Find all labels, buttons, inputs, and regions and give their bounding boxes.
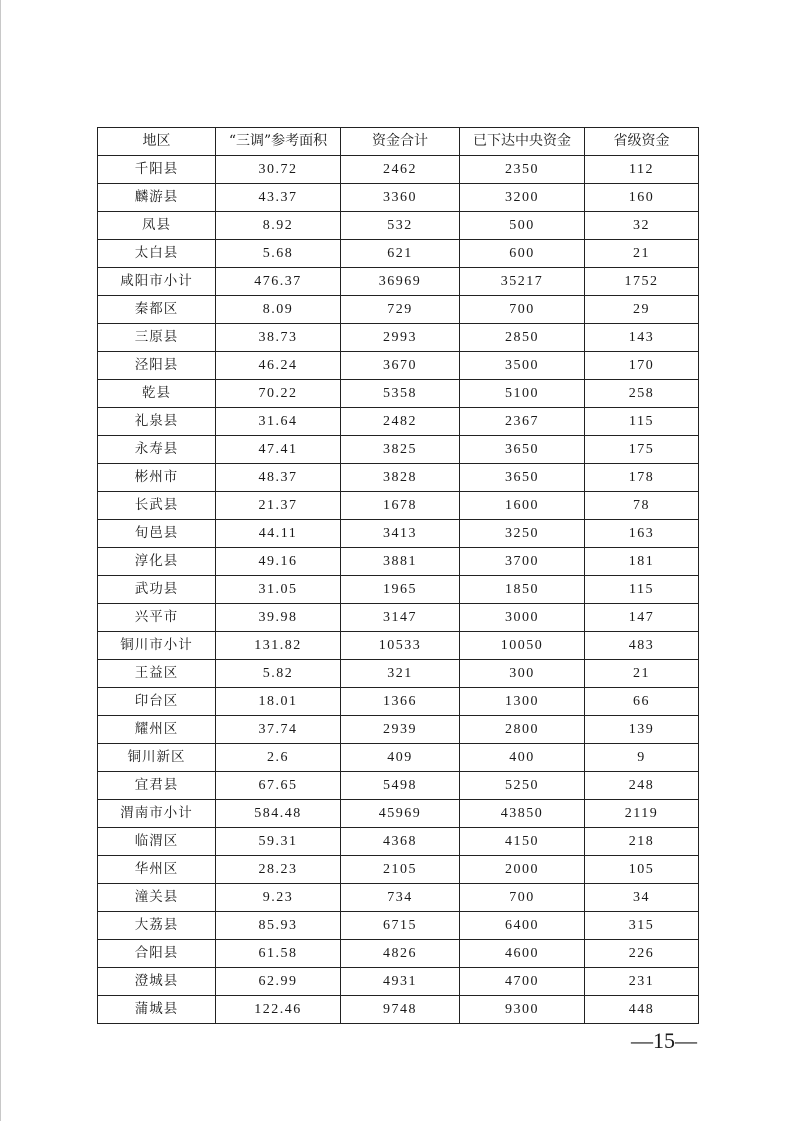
cell-survey-area: 43.37 <box>216 184 341 212</box>
cell-total-funds: 3413 <box>341 520 460 548</box>
cell-region: 武功县 <box>98 576 216 604</box>
cell-provincial-funds: 315 <box>585 912 699 940</box>
table-row <box>98 212 699 240</box>
cell-region: 印台区 <box>98 688 216 716</box>
cell-region: 咸阳市小计 <box>98 268 216 296</box>
cell-total-funds: 621 <box>341 240 460 268</box>
cell-central-funds: 35217 <box>460 268 585 296</box>
cell-region: 渭南市小计 <box>98 800 216 828</box>
cell-provincial-funds: 29 <box>585 296 699 324</box>
cell-central-funds: 3250 <box>460 520 585 548</box>
cell-region: 铜川市小计 <box>98 632 216 660</box>
cell-region: 太白县 <box>98 240 216 268</box>
table-row <box>98 548 699 576</box>
cell-provincial-funds: 21 <box>585 660 699 688</box>
header-total-funds: 资金合计 <box>341 128 460 156</box>
cell-survey-area: 476.37 <box>216 268 341 296</box>
cell-total-funds: 4826 <box>341 940 460 968</box>
cell-survey-area: 38.73 <box>216 324 341 352</box>
cell-survey-area: 61.58 <box>216 940 341 968</box>
cell-total-funds: 5358 <box>341 380 460 408</box>
cell-survey-area: 62.99 <box>216 968 341 996</box>
cell-total-funds: 3670 <box>341 352 460 380</box>
cell-total-funds: 1366 <box>341 688 460 716</box>
cell-survey-area: 2.6 <box>216 744 341 772</box>
cell-central-funds: 3200 <box>460 184 585 212</box>
table-body <box>98 156 699 1024</box>
cell-provincial-funds: 170 <box>585 352 699 380</box>
cell-total-funds: 2462 <box>341 156 460 184</box>
cell-region: 三原县 <box>98 324 216 352</box>
cell-region: 宜君县 <box>98 772 216 800</box>
cell-region: 彬州市 <box>98 464 216 492</box>
cell-central-funds: 3650 <box>460 464 585 492</box>
cell-region: 合阳县 <box>98 940 216 968</box>
funding-table <box>97 127 699 1024</box>
table-row <box>98 492 699 520</box>
cell-region: 凤县 <box>98 212 216 240</box>
table-row <box>98 884 699 912</box>
cell-survey-area: 49.16 <box>216 548 341 576</box>
table-row <box>98 912 699 940</box>
cell-provincial-funds: 178 <box>585 464 699 492</box>
cell-provincial-funds: 181 <box>585 548 699 576</box>
cell-survey-area: 5.82 <box>216 660 341 688</box>
cell-central-funds: 500 <box>460 212 585 240</box>
cell-survey-area: 59.31 <box>216 828 341 856</box>
table-row <box>98 436 699 464</box>
cell-central-funds: 3700 <box>460 548 585 576</box>
cell-total-funds: 45969 <box>341 800 460 828</box>
cell-central-funds: 2850 <box>460 324 585 352</box>
cell-region: 长武县 <box>98 492 216 520</box>
cell-central-funds: 700 <box>460 884 585 912</box>
cell-central-funds: 3500 <box>460 352 585 380</box>
cell-total-funds: 3147 <box>341 604 460 632</box>
cell-central-funds: 10050 <box>460 632 585 660</box>
cell-provincial-funds: 34 <box>585 884 699 912</box>
cell-total-funds: 729 <box>341 296 460 324</box>
cell-provincial-funds: 66 <box>585 688 699 716</box>
cell-provincial-funds: 115 <box>585 576 699 604</box>
cell-total-funds: 532 <box>341 212 460 240</box>
cell-region: 华州区 <box>98 856 216 884</box>
cell-central-funds: 43850 <box>460 800 585 828</box>
header-survey-area: “三调”参考面积 <box>216 128 341 156</box>
table-row <box>98 800 699 828</box>
table-row <box>98 380 699 408</box>
table-row <box>98 268 699 296</box>
cell-provincial-funds: 105 <box>585 856 699 884</box>
cell-central-funds: 6400 <box>460 912 585 940</box>
table-row <box>98 828 699 856</box>
cell-total-funds: 409 <box>341 744 460 772</box>
cell-survey-area: 9.23 <box>216 884 341 912</box>
cell-survey-area: 48.37 <box>216 464 341 492</box>
table-row <box>98 660 699 688</box>
cell-survey-area: 37.74 <box>216 716 341 744</box>
cell-survey-area: 47.41 <box>216 436 341 464</box>
cell-region: 澄城县 <box>98 968 216 996</box>
cell-total-funds: 2105 <box>341 856 460 884</box>
cell-provincial-funds: 21 <box>585 240 699 268</box>
cell-region: 淳化县 <box>98 548 216 576</box>
cell-central-funds: 5100 <box>460 380 585 408</box>
cell-provincial-funds: 112 <box>585 156 699 184</box>
cell-total-funds: 2993 <box>341 324 460 352</box>
cell-provincial-funds: 175 <box>585 436 699 464</box>
cell-region: 永寿县 <box>98 436 216 464</box>
table-row <box>98 324 699 352</box>
cell-central-funds: 700 <box>460 296 585 324</box>
cell-total-funds: 3828 <box>341 464 460 492</box>
cell-central-funds: 9300 <box>460 996 585 1024</box>
cell-central-funds: 2350 <box>460 156 585 184</box>
cell-survey-area: 85.93 <box>216 912 341 940</box>
table-row <box>98 520 699 548</box>
table-row <box>98 156 699 184</box>
cell-provincial-funds: 139 <box>585 716 699 744</box>
cell-provincial-funds: 143 <box>585 324 699 352</box>
header-provincial-funds: 省级资金 <box>585 128 699 156</box>
table-row <box>98 940 699 968</box>
cell-region: 乾县 <box>98 380 216 408</box>
cell-region: 兴平市 <box>98 604 216 632</box>
cell-provincial-funds: 448 <box>585 996 699 1024</box>
header-region: 地区 <box>98 128 216 156</box>
cell-total-funds: 321 <box>341 660 460 688</box>
cell-total-funds: 4368 <box>341 828 460 856</box>
cell-central-funds: 1850 <box>460 576 585 604</box>
cell-total-funds: 734 <box>341 884 460 912</box>
cell-survey-area: 70.22 <box>216 380 341 408</box>
cell-provincial-funds: 231 <box>585 968 699 996</box>
table-row <box>98 352 699 380</box>
cell-survey-area: 39.98 <box>216 604 341 632</box>
cell-total-funds: 5498 <box>341 772 460 800</box>
page-number: —15— <box>631 1028 697 1053</box>
table-row <box>98 240 699 268</box>
cell-region: 蒲城县 <box>98 996 216 1024</box>
cell-central-funds: 5250 <box>460 772 585 800</box>
cell-survey-area: 31.05 <box>216 576 341 604</box>
cell-central-funds: 3650 <box>460 436 585 464</box>
cell-region: 铜川新区 <box>98 744 216 772</box>
cell-region: 耀州区 <box>98 716 216 744</box>
cell-provincial-funds: 218 <box>585 828 699 856</box>
cell-survey-area: 31.64 <box>216 408 341 436</box>
table-row <box>98 996 699 1024</box>
cell-survey-area: 44.11 <box>216 520 341 548</box>
cell-central-funds: 1600 <box>460 492 585 520</box>
cell-central-funds: 400 <box>460 744 585 772</box>
cell-provincial-funds: 9 <box>585 744 699 772</box>
cell-region: 旬邑县 <box>98 520 216 548</box>
cell-provincial-funds: 2119 <box>585 800 699 828</box>
cell-central-funds: 2000 <box>460 856 585 884</box>
cell-region: 泾阳县 <box>98 352 216 380</box>
cell-total-funds: 1678 <box>341 492 460 520</box>
table-row <box>98 716 699 744</box>
cell-provincial-funds: 160 <box>585 184 699 212</box>
cell-total-funds: 2939 <box>341 716 460 744</box>
cell-total-funds: 2482 <box>341 408 460 436</box>
cell-survey-area: 46.24 <box>216 352 341 380</box>
cell-region: 麟游县 <box>98 184 216 212</box>
cell-central-funds: 300 <box>460 660 585 688</box>
cell-survey-area: 28.23 <box>216 856 341 884</box>
cell-survey-area: 30.72 <box>216 156 341 184</box>
cell-survey-area: 67.65 <box>216 772 341 800</box>
table-row <box>98 464 699 492</box>
cell-region: 大荔县 <box>98 912 216 940</box>
cell-provincial-funds: 115 <box>585 408 699 436</box>
cell-total-funds: 3360 <box>341 184 460 212</box>
table-row <box>98 184 699 212</box>
table-row <box>98 772 699 800</box>
cell-region: 秦都区 <box>98 296 216 324</box>
header-central-funds: 已下达中央资金 <box>460 128 585 156</box>
table-row <box>98 968 699 996</box>
cell-central-funds: 2367 <box>460 408 585 436</box>
table-row <box>98 856 699 884</box>
cell-central-funds: 4600 <box>460 940 585 968</box>
cell-total-funds: 6715 <box>341 912 460 940</box>
cell-provincial-funds: 483 <box>585 632 699 660</box>
cell-provincial-funds: 1752 <box>585 268 699 296</box>
table-row <box>98 632 699 660</box>
table-row <box>98 688 699 716</box>
cell-provincial-funds: 258 <box>585 380 699 408</box>
table-header-row <box>98 128 699 156</box>
cell-survey-area: 5.68 <box>216 240 341 268</box>
cell-survey-area: 131.82 <box>216 632 341 660</box>
cell-total-funds: 4931 <box>341 968 460 996</box>
cell-survey-area: 21.37 <box>216 492 341 520</box>
cell-central-funds: 4700 <box>460 968 585 996</box>
cell-region: 临渭区 <box>98 828 216 856</box>
cell-central-funds: 2800 <box>460 716 585 744</box>
cell-provincial-funds: 163 <box>585 520 699 548</box>
cell-total-funds: 3881 <box>341 548 460 576</box>
cell-central-funds: 1300 <box>460 688 585 716</box>
cell-total-funds: 3825 <box>341 436 460 464</box>
cell-survey-area: 584.48 <box>216 800 341 828</box>
cell-total-funds: 9748 <box>341 996 460 1024</box>
cell-survey-area: 8.92 <box>216 212 341 240</box>
cell-total-funds: 36969 <box>341 268 460 296</box>
cell-region: 礼泉县 <box>98 408 216 436</box>
table-row <box>98 744 699 772</box>
cell-total-funds: 10533 <box>341 632 460 660</box>
cell-region: 王益区 <box>98 660 216 688</box>
table-row <box>98 296 699 324</box>
table-row <box>98 408 699 436</box>
cell-provincial-funds: 226 <box>585 940 699 968</box>
page-edge-line <box>0 0 1 1121</box>
cell-survey-area: 18.01 <box>216 688 341 716</box>
cell-central-funds: 4150 <box>460 828 585 856</box>
table-row <box>98 604 699 632</box>
cell-survey-area: 8.09 <box>216 296 341 324</box>
cell-provincial-funds: 248 <box>585 772 699 800</box>
cell-total-funds: 1965 <box>341 576 460 604</box>
cell-central-funds: 600 <box>460 240 585 268</box>
cell-provincial-funds: 78 <box>585 492 699 520</box>
cell-provincial-funds: 147 <box>585 604 699 632</box>
cell-survey-area: 122.46 <box>216 996 341 1024</box>
cell-region: 千阳县 <box>98 156 216 184</box>
cell-provincial-funds: 32 <box>585 212 699 240</box>
cell-region: 潼关县 <box>98 884 216 912</box>
cell-central-funds: 3000 <box>460 604 585 632</box>
table-row <box>98 576 699 604</box>
